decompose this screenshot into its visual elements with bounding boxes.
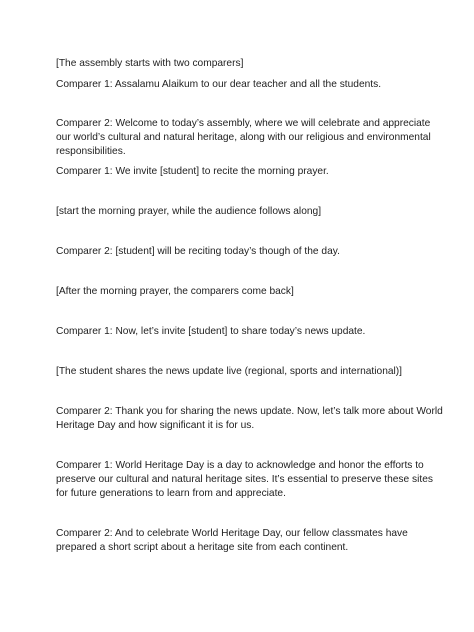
- paragraph-comparer2-script: Comparer 2: And to celebrate World Heritage Day, our fellow classmates have prepared a short script about a heritage site from each continent.: [56, 528, 408, 553]
- paragraph-assembly-intro: [The assembly starts with two comparers]: [56, 58, 244, 69]
- paragraph-comparers-return: [After the morning prayer, the comparers come back]: [56, 286, 294, 297]
- paragraph-comparer1-greeting: Comparer 1: Assalamu Alaikum to our dear teacher and all the students.: [56, 79, 382, 90]
- paragraph-comparer1-heritage-day: Comparer 1: World Heritage Day is a day to acknowledge and honor the efforts to preserve our cultural and natural heritage sites. It’s essential to preserve these sites for future generations to learn from and appreciate.: [56, 460, 433, 499]
- paragraph-prayer-direction: [start the morning prayer, while the audience follows along]: [56, 206, 322, 217]
- paragraph-comparer2-welcome: Comparer 2: Welcome to today’s assembly, where we will celebrate and appreciate our world’s cultural and natural heritage, along with our religious and environmental responsibilities.: [56, 118, 431, 157]
- paragraph-news-direction: [The student shares the news update live (regional, sports and international)]: [56, 366, 403, 377]
- paragraph-comparer2-thought: Comparer 2: [student] will be reciting today’s though of the day.: [56, 246, 340, 257]
- paragraph-comparer1-news-invite: Comparer 1: Now, let’s invite [student] to share today’s news update.: [56, 326, 366, 337]
- paragraph-comparer1-prayer-invite: Comparer 1: We invite [student] to recite the morning prayer.: [56, 166, 329, 177]
- paragraph-comparer2-heritage-intro: Comparer 2: Thank you for sharing the news update. Now, let’s talk more about World Heritage Day and how significant it is for us.: [56, 406, 443, 431]
